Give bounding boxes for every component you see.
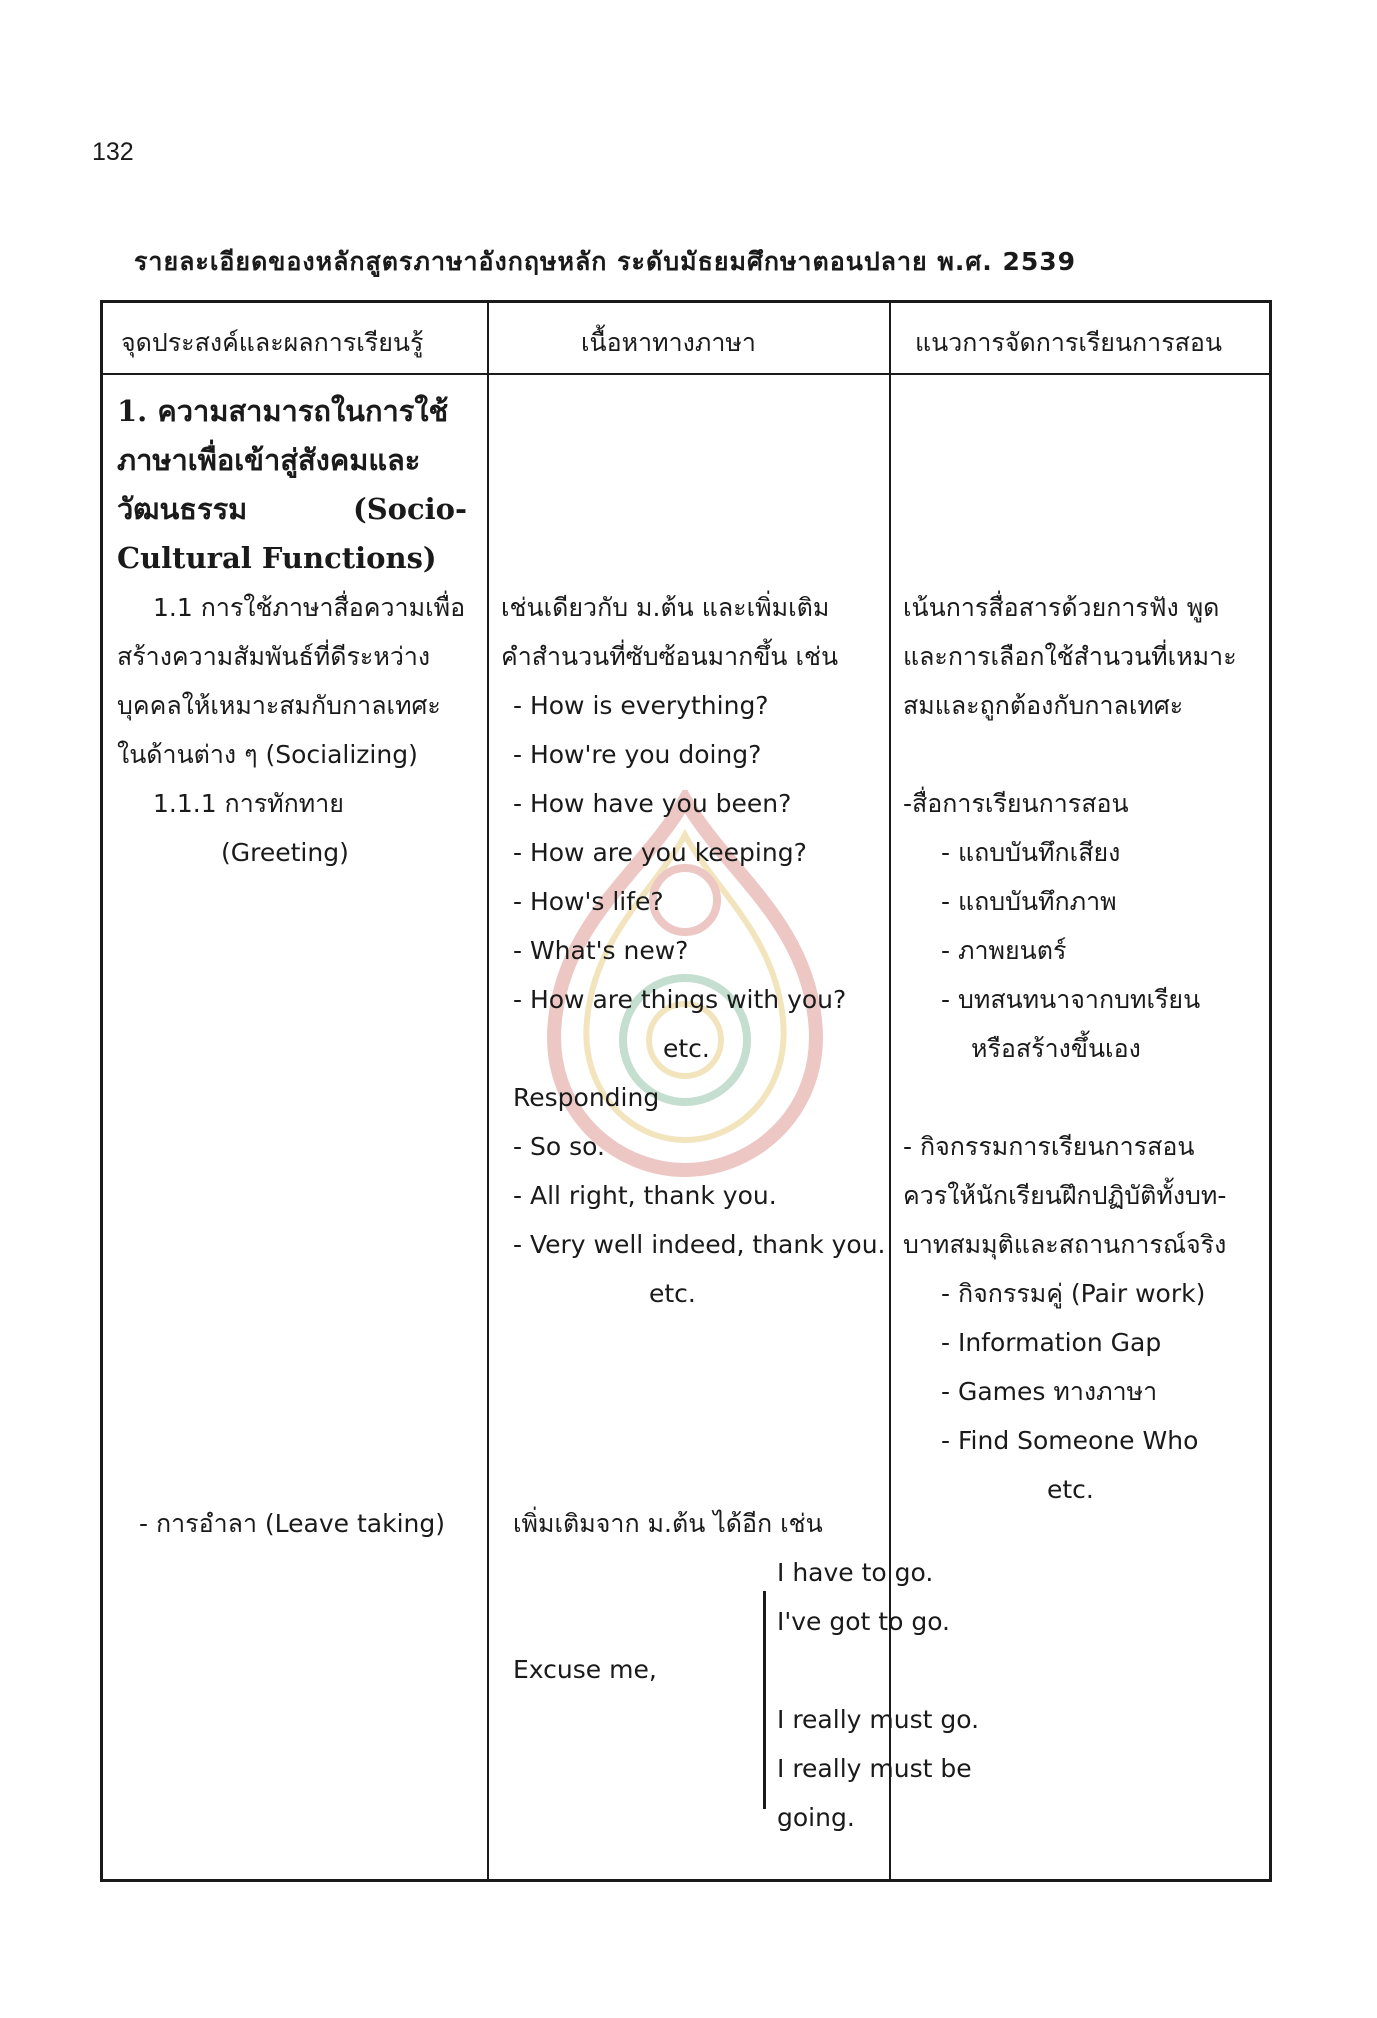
expression-item: I really must be — [777, 1754, 972, 1783]
activity-item: - Find Someone Who — [941, 1426, 1199, 1455]
objective-text: บุคคลให้เหมาะสมกับกาลเทศะ — [117, 691, 441, 720]
media-item: - ภาพยนตร์ — [941, 936, 1067, 965]
expression-item: - How have you been? — [513, 789, 792, 818]
expression-item: - All right, thank you. — [513, 1181, 777, 1210]
expression-item: - So so. — [513, 1132, 605, 1161]
expression-item: I've got to go. — [777, 1607, 950, 1636]
teaching-text: สมและถูกต้องกับกาลเทศะ — [903, 691, 1184, 720]
expression-item: I really must go. — [777, 1705, 980, 1734]
section-heading: (Socio- — [353, 492, 468, 526]
objective-text: 1.1.1 การทักทาย — [153, 789, 344, 818]
expression-item: - How are you keeping? — [513, 838, 807, 867]
media-item: - บทสนทนาจากบทเรียน — [941, 985, 1201, 1014]
column-header-content: เนื้อหาทางภาษา — [581, 328, 756, 357]
teaching-text: บาทสมมุติและสถานการณ์จริง — [903, 1230, 1227, 1259]
column-header-objectives: จุดประสงค์และผลการเรียนรู้ — [121, 328, 424, 357]
expression-item: - Very well indeed, thank you. — [513, 1230, 886, 1259]
activity-item: - กิจกรรมคู่ (Pair work) — [941, 1279, 1206, 1308]
content-text: etc. — [649, 1279, 696, 1308]
grouping-bracket — [763, 1591, 766, 1809]
section-heading: Cultural Functions) — [117, 541, 437, 575]
column-header-teaching: แนวการจัดการเรียนการสอน — [915, 328, 1223, 357]
teaching-text: ควรให้นักเรียนฝึกปฏิบัติทั้งบท- — [903, 1181, 1227, 1210]
section-heading: 1. ความสามารถในการใช้ — [117, 394, 449, 428]
expression-item: - How're you doing? — [513, 740, 762, 769]
expression-item: - How are things with you? — [513, 985, 847, 1014]
column-divider — [889, 303, 891, 1879]
page-number: 132 — [92, 138, 134, 166]
objective-text: 1.1 การใช้ภาษาสื่อความเพื่อ — [153, 593, 466, 622]
objective-text: สร้างความสัมพันธ์ที่ดีระหว่าง — [117, 642, 431, 671]
teaching-text: เน้นการสื่อสารด้วยการฟัง พูด — [903, 593, 1220, 622]
expression-item: - What's new? — [513, 936, 689, 965]
teaching-text: - กิจกรรมการเรียนการสอน — [903, 1132, 1195, 1161]
content-text: เพิ่มเติมจาก ม.ต้น ได้อีก เช่น — [513, 1509, 823, 1538]
expression-item: I have to go. — [777, 1558, 934, 1587]
content-text: คำสำนวนที่ซับซ้อนมากขึ้น เช่น — [501, 642, 839, 671]
content-text: เช่นเดียวกับ ม.ต้น และเพิ่มเติม — [501, 593, 830, 622]
media-item: - แถบบันทึกภาพ — [941, 887, 1117, 916]
expression-item: - How's life? — [513, 887, 664, 916]
content-text: etc. — [663, 1034, 710, 1063]
expression-item: going. — [777, 1803, 855, 1832]
section-heading: ภาษาเพื่อเข้าสู่สังคมและ — [117, 443, 421, 477]
teaching-text: และการเลือกใช้สำนวนที่เหมาะ — [903, 642, 1237, 671]
activity-item: - Information Gap — [941, 1328, 1162, 1357]
document-title: รายละเอียดของหลักสูตรภาษาอังกฤษหลัก ระดับมัธยมศึกษาตอนปลาย พ.ศ. 2539 — [134, 247, 1077, 276]
curriculum-table — [100, 300, 1272, 1882]
content-text: Responding — [513, 1083, 660, 1112]
teaching-text: etc. — [1047, 1475, 1094, 1504]
expression-item: - How is everything? — [513, 691, 769, 720]
content-text: Excuse me, — [513, 1655, 657, 1684]
activity-item: - Games ทางภาษา — [941, 1377, 1158, 1406]
column-divider — [487, 303, 489, 1879]
section-heading: วัฒนธรรม — [117, 492, 248, 526]
media-item: - แถบบันทึกเสียง — [941, 838, 1121, 867]
teaching-text: -สื่อการเรียนการสอน — [903, 789, 1129, 818]
objective-text: - การอำลา (Leave taking) — [139, 1509, 446, 1538]
header-divider — [103, 373, 1269, 375]
media-item: หรือสร้างขึ้นเอง — [971, 1034, 1141, 1063]
objective-text: ในด้านต่าง ๆ (Socializing) — [117, 740, 418, 769]
objective-text: (Greeting) — [221, 838, 349, 867]
